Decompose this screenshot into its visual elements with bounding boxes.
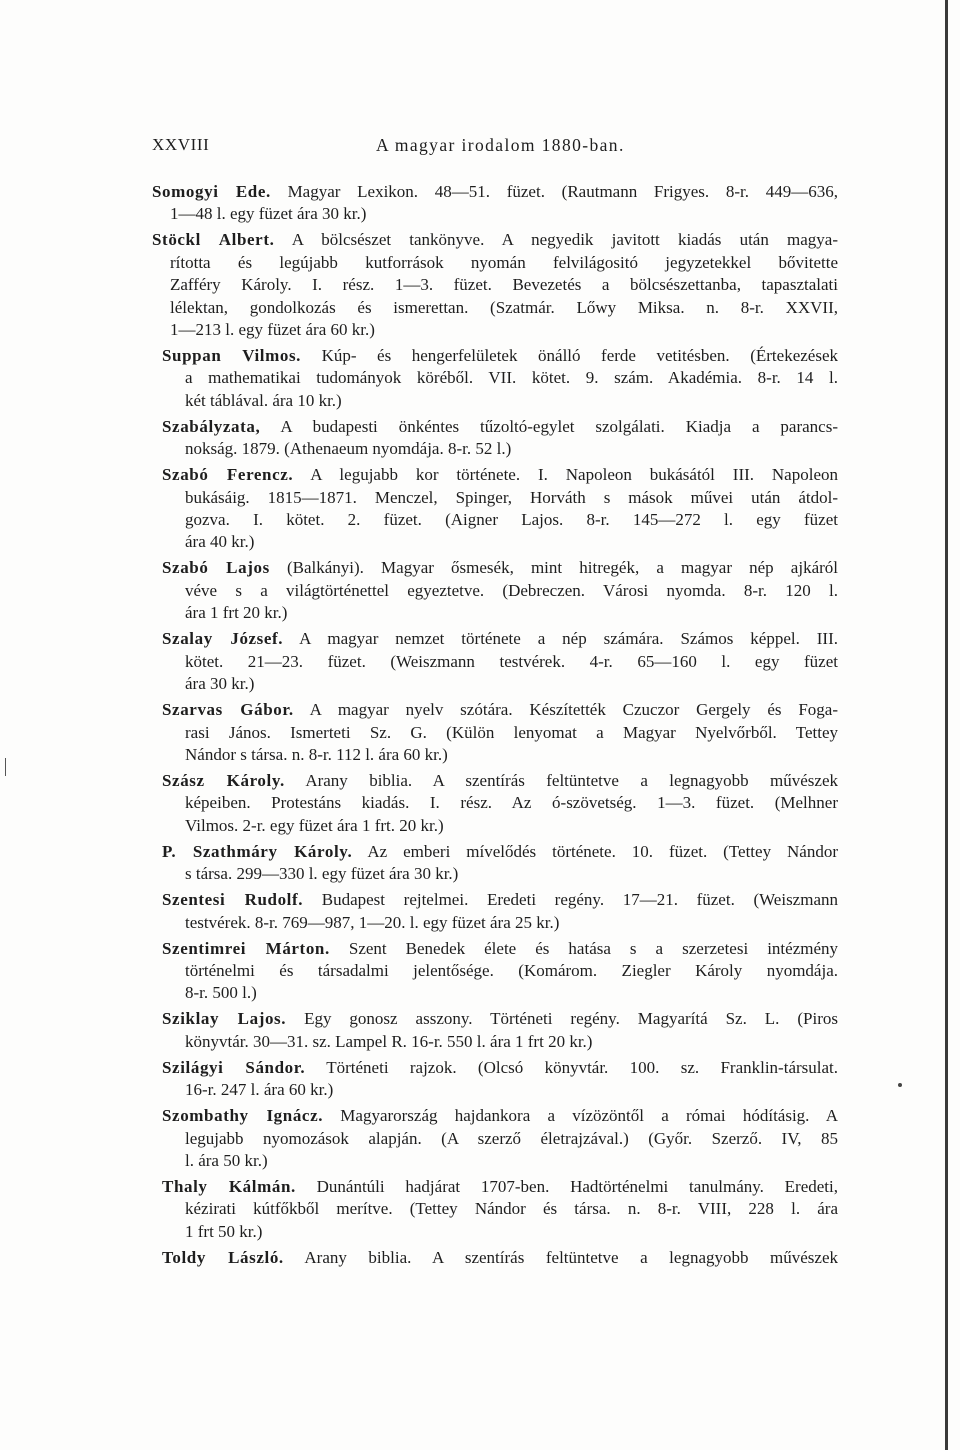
bibliography-entry bbox=[162, 1105, 838, 1172]
scan-mark bbox=[5, 758, 6, 776]
entry-author: Szombathy Ignácz. bbox=[162, 1106, 324, 1126]
entry-continuation-line bbox=[162, 673, 838, 695]
entry-text: Egy gonosz asszony. Történeti regény. Magyarítá Sz. L. (Piros bbox=[304, 1009, 839, 1029]
entry-author: Szabó Lajos bbox=[162, 558, 270, 578]
entry-author: Szabó Ferencz. bbox=[162, 465, 294, 485]
entry-text: 8-r. 500 l.) bbox=[185, 983, 257, 1003]
bibliography-entry bbox=[162, 1008, 838, 1053]
entry-continuation-line bbox=[162, 602, 838, 624]
entry-author: Szarvas Gábor. bbox=[162, 700, 294, 720]
bibliography-entry bbox=[162, 1057, 838, 1102]
entry-text: Szent Benedek élete és hatása s a szerzetesi intézmény bbox=[348, 938, 839, 958]
entry-text: Arany biblia. A szentírás feltüntetve a legnagyobb művészek bbox=[304, 1247, 839, 1267]
entry-continuation-line bbox=[162, 792, 838, 814]
bibliography-entry bbox=[162, 841, 838, 886]
entry-author: Szentimrei Márton. bbox=[162, 938, 330, 958]
entry-text: 1—48 l. egy füzet ára 30 kr.) bbox=[170, 204, 367, 224]
entry-first-line bbox=[162, 1105, 838, 1127]
bibliography-entry bbox=[162, 938, 838, 1005]
entry-text: Magyar Lexikon. 48—51. füzet. (Rautmann Frigyes. 8-r. 449—636, bbox=[287, 182, 838, 201]
entry-author: Szász Károly. bbox=[162, 770, 285, 790]
entry-text: ára 40 kr.) bbox=[185, 532, 255, 552]
entry-text: Nándor s társa. n. 8-r. 112 l. ára 60 kr.) bbox=[185, 744, 448, 764]
entry-text: 16-r. 247 l. ára 60 kr.) bbox=[185, 1080, 334, 1100]
bibliography-entry bbox=[162, 628, 838, 695]
running-title: A magyar irodalom 1880-ban. bbox=[376, 135, 625, 155]
entry-first-line bbox=[152, 181, 838, 203]
entry-text: ára 1 frt 20 kr.) bbox=[185, 603, 288, 623]
entry-text: (Balkányi). Magyar ősmesék, mint hitregék, a magyar nép ajkáról bbox=[286, 558, 839, 578]
entry-continuation-line bbox=[162, 912, 838, 934]
entry-text: A magyar nyelv szótára. Készítették Czuczor Gergely és Foga- bbox=[309, 700, 838, 720]
entry-first-line bbox=[162, 345, 838, 367]
bibliography-entry bbox=[152, 229, 838, 341]
bibliography-entry bbox=[162, 557, 838, 624]
entry-text: Budapest rejtelmei. Eredeti regény. 17—21. füzet. (Weiszmann bbox=[321, 890, 839, 910]
entry-continuation-line bbox=[162, 815, 838, 837]
bibliography-list bbox=[0, 181, 960, 1269]
entry-author: Szalay József. bbox=[162, 629, 284, 649]
entry-text: gozva. I. kötet. 2. füzet. (Aigner Lajos. 8-r. 145—272 l. egy füzet bbox=[185, 510, 838, 530]
entry-text: rasi János. Ismerteti Sz. G. (Külön lenyomat a Magyar Nyelvőrből. Tettey bbox=[185, 722, 838, 742]
entry-continuation-line bbox=[162, 390, 838, 412]
entry-first-line bbox=[162, 938, 838, 960]
entry-first-line bbox=[162, 1008, 838, 1030]
bibliography-entry bbox=[152, 181, 838, 226]
entry-first-line bbox=[162, 841, 838, 863]
entry-continuation-line bbox=[162, 438, 838, 460]
entry-first-line bbox=[162, 699, 838, 721]
bibliography-entry bbox=[162, 464, 838, 554]
entry-text: Zafféry Károly. I. rész. 1—3. füzet. Bevezetés a bölcsészettanba, tapasztalati bbox=[170, 275, 838, 295]
entry-continuation-line bbox=[162, 531, 838, 553]
entry-text: Vilmos. 2-r. egy füzet ára 1 frt. 20 kr.) bbox=[185, 815, 444, 835]
entry-text: bukásáig. 1815—1871. Menczel, Spinger, Horváth s mások művei után átdol- bbox=[185, 487, 838, 507]
page-number: XXVIII bbox=[152, 135, 210, 154]
entry-text: A bölcsészet tankönyve. A negyedik javitott kiadás után magya- bbox=[291, 230, 839, 250]
entry-author: P. Szathmáry Károly. bbox=[162, 841, 353, 861]
entry-first-line bbox=[162, 416, 838, 438]
entry-continuation-line bbox=[162, 487, 838, 509]
entry-first-line bbox=[162, 464, 838, 486]
bibliography-entry bbox=[162, 1247, 838, 1269]
entry-text: A legujabb kor története. I. Napoleon bukásától III. Napoleon bbox=[310, 465, 838, 485]
bibliography-entry bbox=[162, 1176, 838, 1243]
entry-text: A budapesti önkéntes tűzoltó-egylet szolgálati. Kiadja a parancs- bbox=[280, 416, 839, 436]
entry-text: legujabb nyomozások alapján. (A szerző életrajzával.) (Győr. Szerző. IV, 85 bbox=[185, 1128, 838, 1148]
entry-text: Magyarország hajdankora a vízözöntől a római hódításig. A bbox=[340, 1106, 838, 1126]
entry-text: 1—213 l. egy füzet ára 60 kr.) bbox=[170, 320, 375, 340]
entry-continuation-line bbox=[162, 1031, 838, 1053]
entry-continuation-line bbox=[162, 1150, 838, 1172]
bibliography-entry bbox=[162, 345, 838, 412]
entry-continuation-line bbox=[162, 722, 838, 744]
entry-author: Thaly Kálmán. bbox=[162, 1176, 296, 1196]
entry-continuation-line bbox=[152, 203, 838, 225]
bibliography-entry bbox=[162, 889, 838, 934]
entry-text: 1 frt 50 kr.) bbox=[185, 1221, 263, 1241]
bibliography-entry bbox=[162, 699, 838, 766]
entry-continuation-line bbox=[162, 651, 838, 673]
entry-continuation-line bbox=[162, 1221, 838, 1243]
entry-continuation-line bbox=[162, 863, 838, 885]
entry-text: s társa. 299—330 l. egy füzet ára 30 kr.) bbox=[185, 864, 459, 884]
entry-continuation-line bbox=[162, 1079, 838, 1101]
entry-author: Toldy László. bbox=[162, 1247, 284, 1267]
entry-continuation-line bbox=[162, 580, 838, 602]
entry-continuation-line bbox=[152, 297, 838, 319]
entry-text: Az emberi mívelődés története. 10. füzet. (Tettey Nándor bbox=[367, 841, 839, 861]
entry-continuation-line bbox=[162, 367, 838, 389]
entry-first-line bbox=[162, 628, 838, 650]
entry-text: képeiben. Protestáns kiadás. I. rész. Az ó-szövetség. 1—3. füzet. (Melhner bbox=[185, 793, 838, 813]
entry-continuation-line bbox=[162, 744, 838, 766]
entry-first-line bbox=[162, 770, 838, 792]
entry-author: Szilágyi Sándor. bbox=[162, 1057, 306, 1077]
entry-continuation-line bbox=[152, 252, 838, 274]
entry-text: Dunántúli hadjárat 1707-ben. Hadtörténelmi tanulmány. Eredeti, bbox=[316, 1176, 839, 1196]
entry-continuation-line bbox=[162, 982, 838, 1004]
entry-first-line bbox=[162, 889, 838, 911]
entry-text: ára 30 kr.) bbox=[185, 674, 255, 694]
entry-text: könyvtár. 30—31. sz. Lampel R. 16-r. 550 l. ára 1 frt 20 kr.) bbox=[185, 1031, 593, 1051]
entry-author: Sziklay Lajos. bbox=[162, 1009, 287, 1029]
entry-author: Stöckl Albert. bbox=[152, 230, 275, 250]
entry-author: Suppan Vilmos. bbox=[162, 346, 302, 366]
entry-first-line bbox=[162, 557, 838, 579]
entry-continuation-line bbox=[162, 1198, 838, 1220]
entry-continuation-line bbox=[152, 274, 838, 296]
entry-continuation-line bbox=[162, 509, 838, 531]
entry-text: kézirati kútfőkből merítve. (Tettey Nándor és társa. n. 8-r. VIII, 228 l. ára bbox=[185, 1199, 838, 1219]
scan-dot bbox=[898, 1083, 902, 1087]
entry-text: rította és legújabb kutforrások nyomán felvilágositó jegyzetekkel bővitette bbox=[170, 252, 838, 272]
entry-text: a mathematikai tudományok köréből. VII. kötet. 9. szám. Akadémia. 8-r. 14 l. bbox=[185, 368, 838, 388]
entry-first-line bbox=[162, 1176, 838, 1198]
entry-text: Arany biblia. A szentírás feltüntetve a legnagyobb művészek bbox=[305, 770, 838, 790]
entry-text: Kúp- és hengerfelületek önálló ferde vetitésben. (Értekezések bbox=[321, 346, 838, 366]
entry-continuation-line bbox=[152, 319, 838, 341]
entry-text: nokság. 1879. (Athenaeum nyomdája. 8-r. 52 l.) bbox=[185, 439, 512, 459]
entry-text: történelmi és társadalmi jelentősége. (Komárom. Ziegler Károly nyomdája. bbox=[185, 960, 838, 980]
entry-text: lélektan, gondolkozás és ismerettan. (Szatmár. Lőwy Miksa. n. 8-r. XXVII, bbox=[170, 297, 838, 317]
scan-edge-line bbox=[945, 0, 948, 1450]
entry-text: A magyar nemzet története a nép számára. Számos képpel. III. bbox=[299, 629, 838, 649]
entry-text: két táblával. ára 10 kr.) bbox=[185, 390, 342, 410]
entry-first-line bbox=[152, 229, 838, 251]
entry-first-line bbox=[162, 1057, 838, 1079]
entry-text: Történeti rajzok. (Olcsó könyvtár. 100. sz. Franklin-társulat. bbox=[326, 1057, 839, 1077]
entry-continuation-line bbox=[162, 960, 838, 982]
bibliography-entry bbox=[162, 416, 838, 461]
entry-author: Szabályzata, bbox=[162, 416, 261, 436]
entry-text: véve s a világtörténettel egyeztetve. (Debreczen. Városi nyomda. 8-r. 120 l. bbox=[185, 580, 838, 600]
entry-text: l. ára 50 kr.) bbox=[185, 1150, 268, 1170]
entry-text: kötet. 21—23. füzet. (Weiszmann testvérek. 4-r. 65—160 l. egy füzet bbox=[185, 651, 838, 671]
entry-continuation-line bbox=[162, 1128, 838, 1150]
entry-first-line bbox=[162, 1247, 838, 1269]
entry-author: Szentesi Rudolf. bbox=[162, 890, 304, 910]
entry-author: Somogyi Ede. bbox=[152, 182, 271, 201]
entry-text: testvérek. 8-r. 769—987, 1—20. l. egy füzet ára 25 kr.) bbox=[185, 912, 560, 932]
bibliography-entry bbox=[162, 770, 838, 837]
